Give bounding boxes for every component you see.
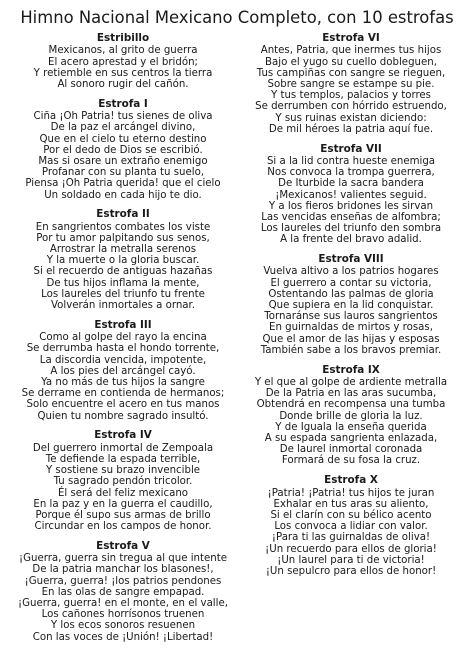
verse-line: En las olas de sangre empapad. xyxy=(41,586,205,598)
stanza-title: Estrofa VI xyxy=(322,32,380,44)
stanza xyxy=(10,33,236,90)
verse-line: Los convoca a lidiar con valor. xyxy=(274,521,428,533)
verse-line: Y a los fieros bridones les sirvan xyxy=(268,200,434,212)
verse-line: De tus hijos inflama la mente, xyxy=(46,277,200,289)
verse-line: Formará de su fosa la cruz. xyxy=(281,455,421,467)
verse-line: Circundar en los campos de honor. xyxy=(34,521,212,533)
stanza-title: Estrofa III xyxy=(94,318,152,331)
verse-line: Mexicanos, al grito de guerra xyxy=(48,45,198,57)
verse-line: De Iturbide la sacra bandera xyxy=(278,178,424,190)
verse-line: ¡Guerra, guerra! en el monte, en el valle, xyxy=(18,598,228,610)
stanza xyxy=(10,541,236,643)
verse-line: Y sus ruinas existan diciendo: xyxy=(275,112,427,124)
verse-line: Porque él supo sus armas de brillo xyxy=(35,509,211,521)
stanza xyxy=(10,209,236,311)
verse-line: Si a la lid contra hueste enemiga xyxy=(266,155,436,167)
verse-line: Donde brille de gloria la luz. xyxy=(279,410,423,422)
verse-line: Vuelva altivo a los patrios hogares xyxy=(263,266,439,278)
verse-line: Y retiemble en sus centros la tierra xyxy=(33,67,213,79)
stanza xyxy=(10,320,236,422)
verse-line: El guerrero a contar su victoria, xyxy=(270,277,432,289)
stanza-title: Estrofa X xyxy=(324,474,378,487)
verse-line: Y tus templos, palacios y torres xyxy=(271,90,431,102)
verse-line: Y la muerte o la gloria buscar. xyxy=(46,255,200,267)
stanza-title: Estrofa VII xyxy=(320,142,382,155)
verse-line: Antes, Patria, que inermes tus hijos xyxy=(260,45,442,57)
verse-line: Tu sagrado pendón tricolor. xyxy=(53,476,193,488)
verse-line: A la frente del bravo adalid. xyxy=(280,234,422,246)
right-column xyxy=(238,33,464,651)
verse-line: En la paz y en la guerra el caudillo, xyxy=(33,498,213,510)
verse-line: En sangrientos combates los viste xyxy=(35,221,211,233)
verse-line: Por tu amor palpitando sus senos, xyxy=(36,232,210,244)
verse-line: Obtendrá en recompensa una tumba xyxy=(256,399,446,411)
verse-line: El acero aprestad y el bridón; xyxy=(48,56,198,68)
stanza xyxy=(10,430,236,532)
verse-line: Ciña ¡Oh Patria! tus sienes de oliva xyxy=(33,111,213,123)
verse-line: Si el recuerdo de antiguas hazañas xyxy=(33,266,213,278)
stanza-title: Estrofa V xyxy=(96,539,150,552)
verse-line: Un soldado en cada hijo te dio. xyxy=(44,189,202,201)
verse-line: Tornaránse sus lauros sangrientos xyxy=(264,311,438,323)
stanza xyxy=(238,475,464,577)
verse-line: Piensa ¡Oh Patria querida! que el cielo xyxy=(25,178,221,190)
verse-line: De laurel inmortal coronada xyxy=(279,444,423,456)
verse-line: En guirnaldas de mirtos y rosas, xyxy=(269,322,433,334)
verse-line: Que supiera en la lid conquistar. xyxy=(268,300,434,312)
verse-line: Arrostrar la metralla serenos xyxy=(49,244,197,256)
verse-line: ¡Guerra, guerra sin tregua al que intente xyxy=(19,553,227,565)
left-column xyxy=(10,33,236,651)
verse-line: ¡Guerra, guerra! ¡los patrios pendones xyxy=(24,575,222,587)
stanza xyxy=(238,33,464,135)
verse-line: También sabe a los bravos premiar. xyxy=(260,344,442,356)
stanza-title: Estribillo xyxy=(96,32,150,44)
verse-line: Y sostiene su brazo invencible xyxy=(45,465,201,477)
verse-line: Se derrumben con hórrido estruendo, xyxy=(255,101,447,113)
verse-line: Las vencidas enseñas de alfombra; xyxy=(261,211,441,223)
verse-line: Y los ecos sonoros resuenen xyxy=(50,620,196,632)
verse-line: Y el que al golpe de ardiente metralla xyxy=(254,377,448,388)
verse-line: Exhalar en tus aras su aliento, xyxy=(273,498,429,510)
verse-line: Se derrame en contienda de hermanos; xyxy=(21,388,225,400)
stanza-title: Estrofa II xyxy=(96,208,150,221)
verse-line: Al sonoro rugir del cañón. xyxy=(57,79,189,91)
columns xyxy=(10,33,464,651)
stanza-title: Estrofa IV xyxy=(94,429,152,442)
verse-line: Profanar con su planta tu suelo, xyxy=(41,167,205,179)
stanza xyxy=(10,99,236,201)
verse-line: Ostentando las palmas de gloria xyxy=(268,288,434,300)
verse-line: Nos convoca la trompa guerrera, xyxy=(267,167,435,179)
verse-line: Que en el cielo tu eterno destino xyxy=(39,133,207,145)
verse-line: Él será del feliz mexicano xyxy=(57,487,189,499)
verse-line: A su espada sangrienta enlazada, xyxy=(264,433,438,445)
verse-line: Como al golpe del rayo la encina xyxy=(39,332,207,344)
verse-line: A los pies del arcángel cayó. xyxy=(50,365,196,377)
stanza-title: Estrofa VIII xyxy=(318,253,384,266)
verse-line: Ya no más de tus hijos la sangre xyxy=(41,377,205,388)
verse-line: Mas si osare un extraño enemigo xyxy=(38,155,208,167)
verse-line: Que el amor de las hijas y esposas xyxy=(262,333,440,345)
verse-line: De la patria manchar los blasones!, xyxy=(32,564,214,576)
verse-line: De la paz el arcángel divino, xyxy=(50,122,196,134)
stanza-title: Estrofa I xyxy=(98,97,148,110)
verse-line: Del guerrero inmortal de Zempoala xyxy=(32,442,214,454)
verse-line: ¡Para ti las guirnaldas de oliva! xyxy=(271,532,431,544)
verse-line: Sobre sangre se estampe su pie. xyxy=(267,79,435,91)
verse-line: Bajo el yugo su cuello dobleguen, xyxy=(265,56,437,68)
verse-line: Volverán inmortales a ornar. xyxy=(50,300,196,312)
verse-line: Los laureles del triunfo tu frente xyxy=(41,288,205,300)
stanza-title: Estrofa IX xyxy=(322,363,380,376)
verse-line: Los cañones horrísonos truenen xyxy=(41,609,205,621)
verse-line: Por el dedo de Dios se escribió. xyxy=(43,144,203,156)
verse-line: ¡Un laurel para ti de victoria! xyxy=(277,554,425,566)
stanza xyxy=(238,144,464,246)
verse-line: ¡Patria! ¡Patria! tus hijos te juran xyxy=(267,487,435,499)
stanza xyxy=(238,254,464,356)
verse-line: ¡Un recuerdo para ellos de gloria! xyxy=(265,543,437,555)
verse-line: Se derrumba hasta el hondo torrente, xyxy=(26,343,220,355)
verse-line: Con las voces de ¡Unión! ¡Libertad! xyxy=(32,631,214,643)
verse-line: Te defiende la espada terrible, xyxy=(45,453,201,465)
verse-line: Y de Iguala la enseña querida xyxy=(275,421,427,433)
verse-line: Tus campiñas con sangre se rieguen, xyxy=(256,67,446,79)
verse-line: Solo encuentre el acero en tus manos xyxy=(26,399,220,411)
verse-line: La discordia vencida, impotente, xyxy=(39,354,207,366)
verse-line: Los laureles del triunfo den sombra xyxy=(260,223,442,235)
verse-line: Si el clarín con su bélico acento xyxy=(270,509,432,521)
verse-line: De la Patria en las aras sucumba, xyxy=(265,388,437,400)
stanza xyxy=(238,365,464,467)
verse-line: ¡Un sepulcro para ellos de honor! xyxy=(265,565,437,577)
page-title: Himno Nacional Mexicano Completo, con 10 estrofas xyxy=(20,8,454,27)
verse-line: ¡Mexicanos! valientes seguid. xyxy=(275,189,427,201)
verse-line: Quien tu nombre sagrado insultó. xyxy=(37,410,209,422)
verse-line: De mil héroes la patria aquí fue. xyxy=(268,123,434,135)
